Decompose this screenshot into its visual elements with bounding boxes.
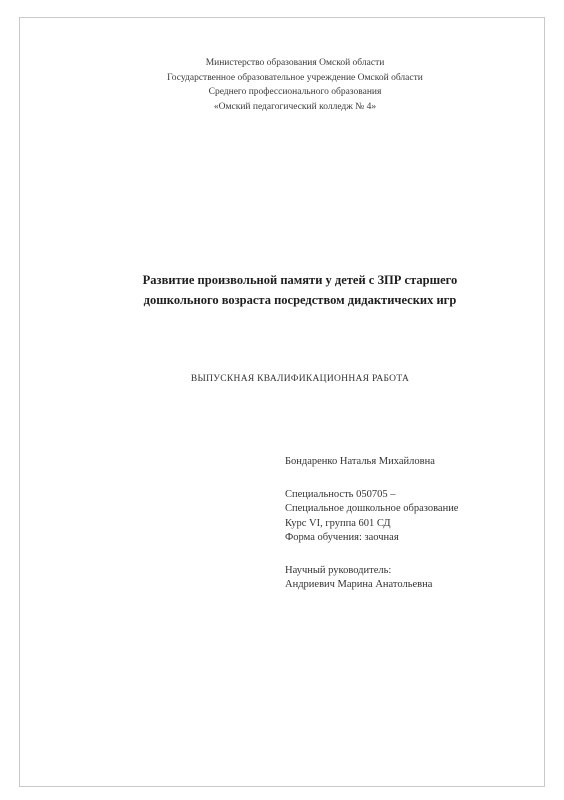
institution-header [140,56,450,114]
specialty-line-1: Специальность 050705 – [285,488,396,500]
thesis-title [90,270,510,310]
work-type-label: ВЫПУСКНАЯ КВАЛИФИКАЦИОННАЯ РАБОТА [190,374,410,384]
author-info-block [285,455,545,593]
college-line: «Омский педагогический колледж № 4» [213,101,377,112]
title-line-2: дошкольного возраста посредством дидактических игр [143,293,457,307]
study-form-line: Форма обучения: заочная [285,532,399,543]
supervisor-group [285,564,545,593]
document-page [19,17,545,787]
title-line-1: Развитие произвольной памяти у детей с ЗПР старшего [142,273,458,287]
institution-line: Государственное образовательное учреждение Омской области [167,72,423,83]
supervisor-label: Научный руководитель: [285,564,392,576]
supervisor-name: Андриевич Марина Анатольевна [285,579,433,590]
course-group-line: Курс VI, группа 601 СД [285,517,391,529]
education-level-line: Среднего профессионального образования [208,87,382,97]
specialty-line-2: Специальное дошкольное образование [285,503,459,514]
details-group [285,488,545,546]
ministry-line: Министерство образования Омской области [205,58,385,68]
author-name: Бондаренко Наталья Михайловна [285,456,435,467]
